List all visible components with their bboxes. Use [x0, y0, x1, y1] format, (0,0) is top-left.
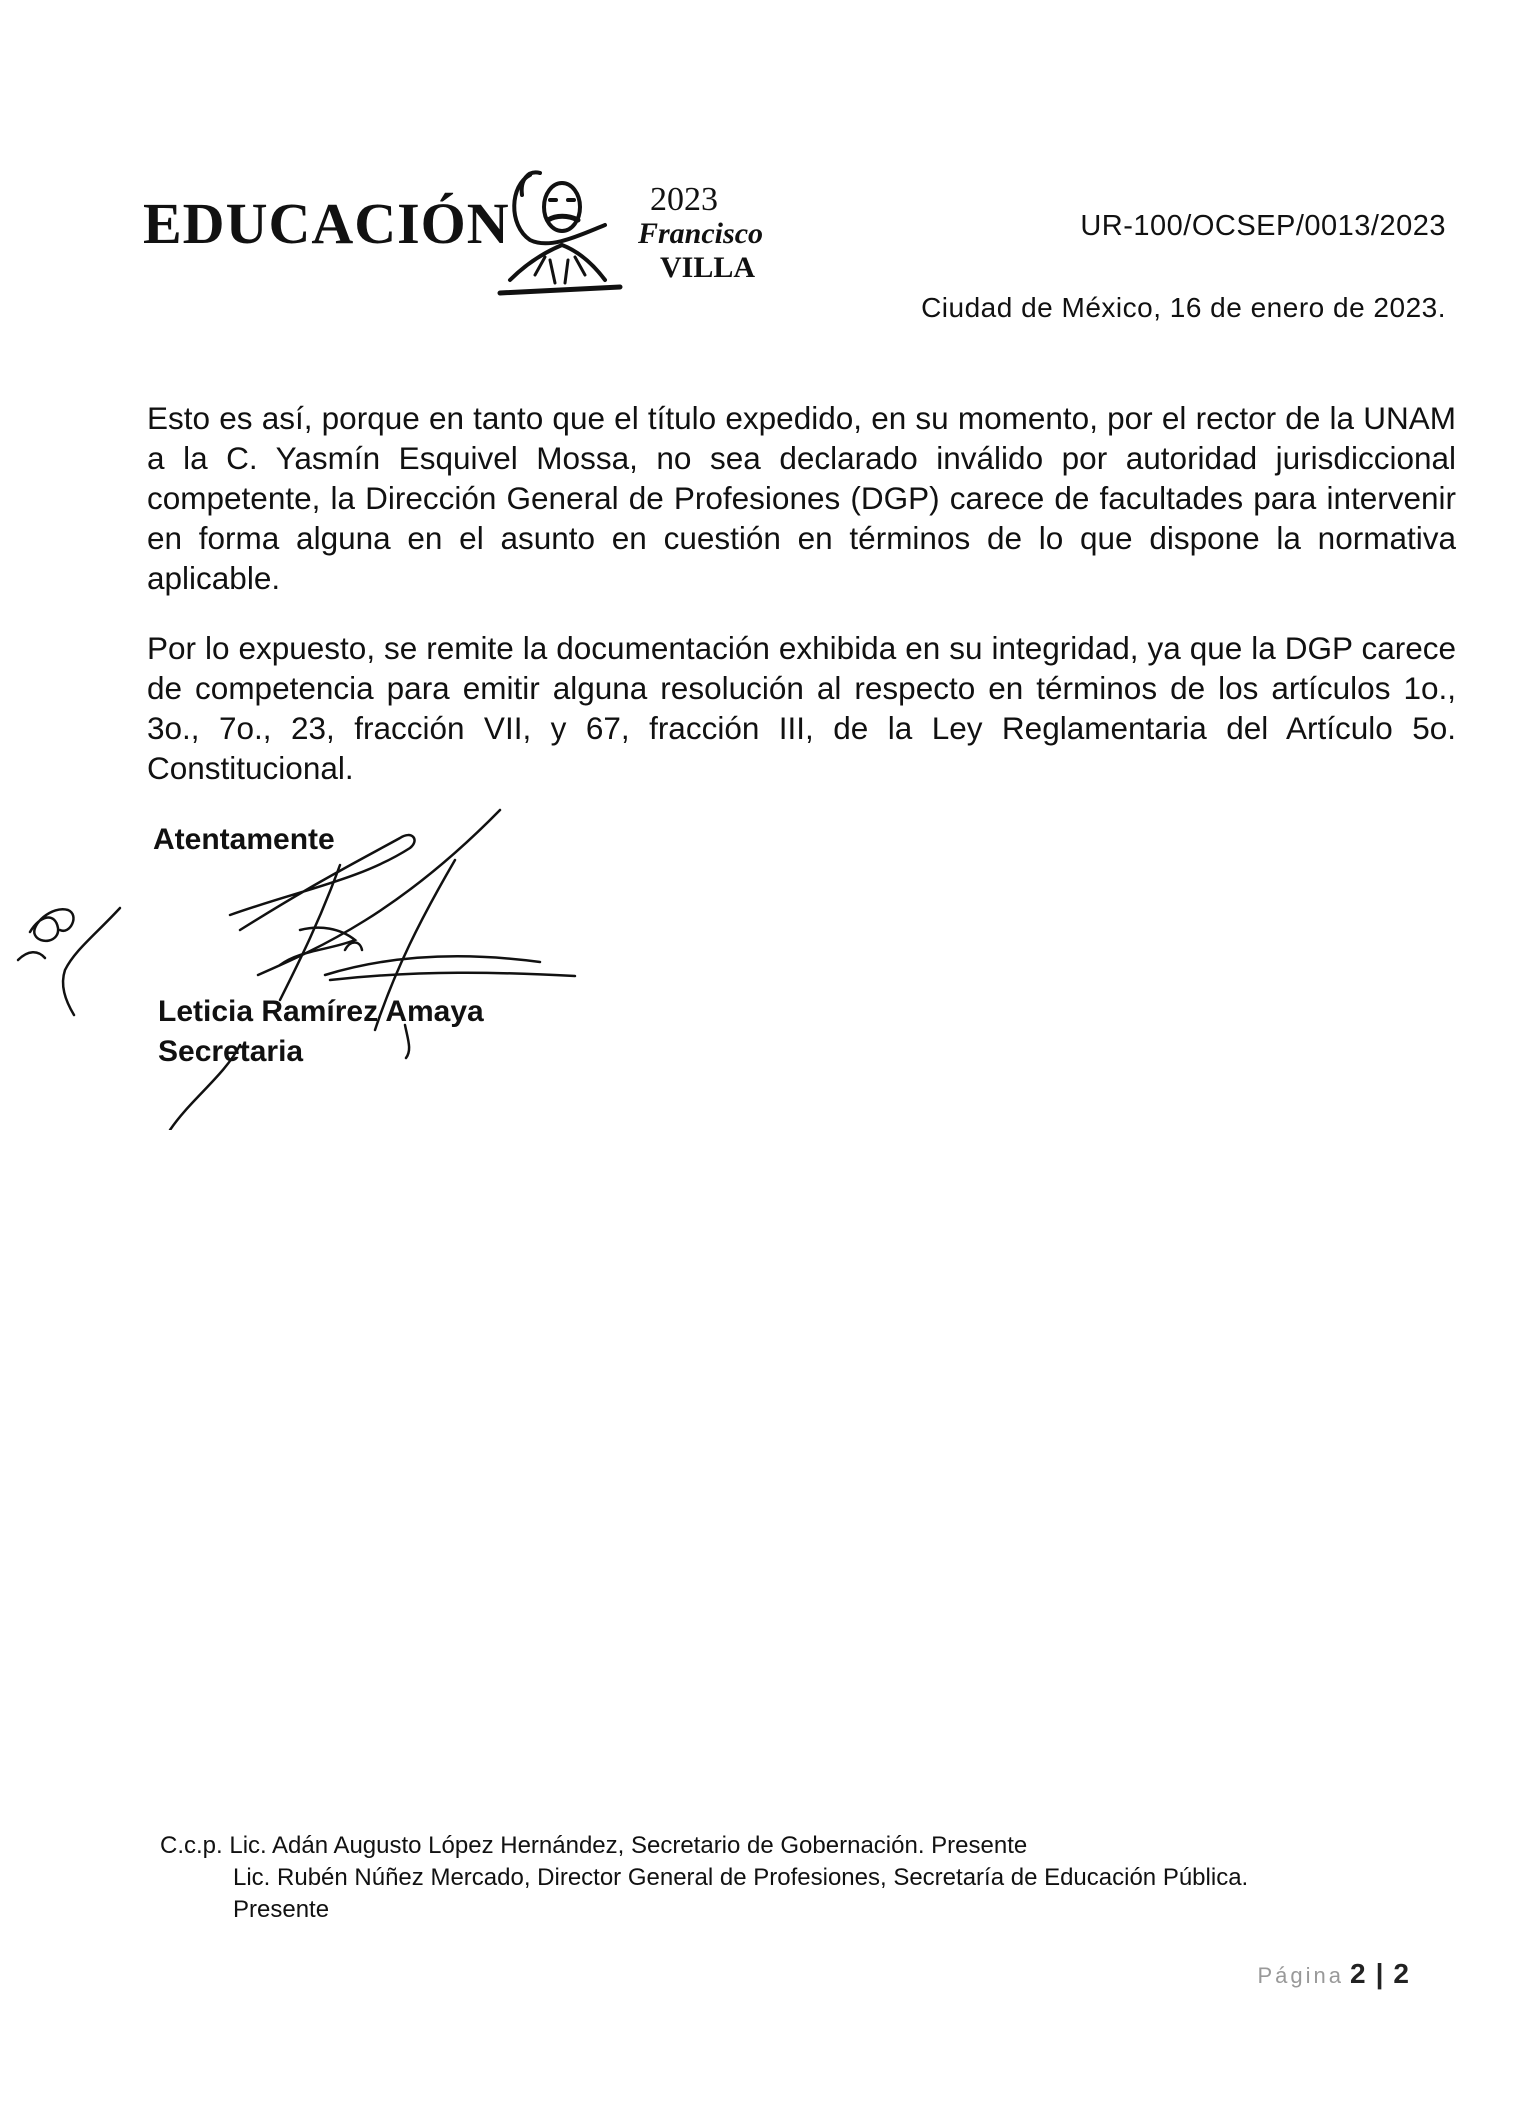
emblem-line1: Francisco — [638, 217, 764, 250]
ccp-line-1: C.c.p. Lic. Adán Augusto López Hernández, Secretario de Gobernación. Presente — [160, 1832, 1028, 1859]
ccp-line-3: Presente — [233, 1896, 330, 1923]
signatory-name: Leticia Ramírez Amaya — [158, 995, 484, 1028]
body-paragraph-1: Esto es así, porque en tanto que el título expedido, en su momento, por el rector de la UNAM a la C. Yasmín Esquivel Mossa, no sea declarado inválido por autoridad jurisdiccional competente, la Dirección General de Profesiones (DGP) carece de facultades para intervenir en forma alguna en el asunto en cuestión en términos de lo que dispone la normativa aplicable. — [147, 400, 1456, 596]
emblem-line2: VILLA — [660, 251, 756, 284]
ccp-line-2: Lic. Rubén Núñez Mercado, Director General de Profesiones, Secretaría de Educación Pública. — [233, 1864, 1249, 1891]
closing-text: Atentamente — [153, 823, 335, 856]
page-current: 2 — [1350, 1958, 1366, 1989]
educacion-logo-text: EDUCACIÓN — [143, 191, 510, 256]
page-label: Página — [1257, 1963, 1344, 1988]
page-number — [1257, 1958, 1409, 1990]
body-paragraph-2: Por lo expuesto, se remite la documentación exhibida en su integridad, ya que la DGP carece de competencia para emitir alguna resolución al respecto en términos de los artículos 1o., 3o., 7o., 23, fracción VII, y 67, fracción III, de la Ley Reglamentaria del Artículo 5o. Constitucional. — [147, 630, 1456, 786]
ccp-block — [160, 1830, 1248, 1926]
francisco-villa-emblem — [490, 165, 790, 315]
document-reference: UR-100/OCSEP/0013/2023 — [1080, 210, 1446, 242]
francisco-villa-portrait-icon — [500, 172, 620, 293]
page-total: 2 — [1393, 1958, 1409, 1989]
handwritten-signature — [0, 800, 620, 1130]
emblem-year: 2023 — [650, 181, 718, 218]
page-separator: | — [1375, 1958, 1384, 1989]
document-date: Ciudad de México, 16 de enero de 2023. — [921, 292, 1446, 323]
signatory-role: Secretaria — [158, 1035, 304, 1068]
